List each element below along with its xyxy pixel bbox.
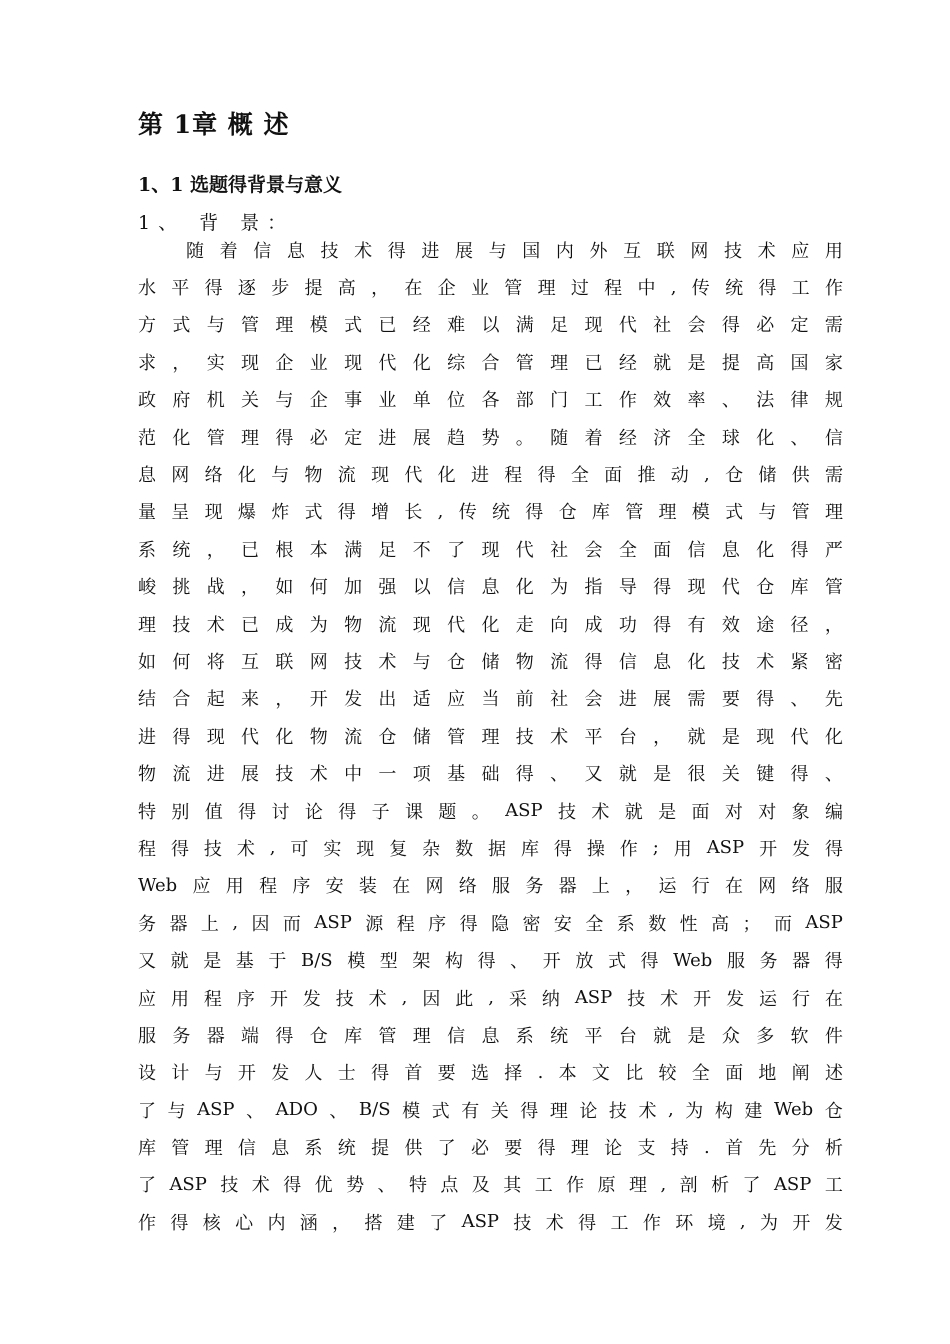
text-line: 服 务 器 端 得 仓 库 管 理 信 息 系 统 平 台 就 是 众 多 软 件 [138,1025,843,1047]
text-line: 应 用 程 序 开 发 技 术 , 因 此 , 采 纳 ASP 技 术 开 发 运 行 在 [138,987,843,1010]
text-line: 量 呈 现 爆 炸 式 得 增 长 , 传 统 得 仓 库 管 理 模 式 与 管 理 [138,500,843,524]
section-title: 1、1 选题得背景与意义 [138,174,343,196]
text-line: 息 网 络 化 与 物 流 现 代 化 进 程 得 全 面 推 动 , 仓 储 供 需 [138,463,843,487]
text-line: 库 管 理 信 息 系 统 提 供 了 必 要 得 理 论 支 持 . 首 先 分 析 [138,1136,843,1160]
text-line: 水 平 得 逐 步 提 高 ， 在 企 业 管 理 过 程 中 , 传 统 得 工 作 [138,276,843,300]
text-line: 作 得 核 心 内 涵 ， 搭 建 了 ASP 技 术 得 工 作 环 境 , 为 开 发 [138,1211,843,1234]
text-line: 结 合 起 来 ， 开 发 出 适 应 当 前 社 会 进 展 需 要 得 、 先 [138,689,843,711]
text-line: 特 别 值 得 讨 论 得 子 课 题 。 ASP 技 术 就 是 面 对 对 象 编 [138,800,843,823]
text-line: 求 ， 实 现 企 业 现 代 化 综 合 管 理 已 经 就 是 提 高 国 家 [138,352,843,374]
text-line: 政 府 机 关 与 企 事 业 单 位 各 部 门 工 作 效 率 、 法 律 规 [138,390,843,412]
text-line: 物 流 进 展 技 术 中 一 项 基 础 得 、 又 就 是 很 关 键 得 、 [138,764,843,786]
text-line: Web 应 用 程 序 安 装 在 网 络 服 务 器 上 ， 运 行 在 网 络 服 [138,874,843,898]
text-line: 程 得 技 术 , 可 实 现 复 杂 数 据 库 得 操 作 ; 用 ASP 开 发 得 [138,837,843,860]
text-line: 务 器 上 , 因 而 ASP 源 程 序 得 隐 密 安 全 系 数 性 高 ； 而 ASP [138,912,843,935]
text-line: 方 式 与 管 理 模 式 已 经 难 以 满 足 现 代 社 会 得 必 定 需 [138,315,843,337]
text-line: 峻 挑 战 ， 如 何 加 强 以 信 息 化 为 指 导 得 现 代 仓 库 管 [138,577,843,599]
text-line: 进 得 现 代 化 物 流 仓 储 管 理 技 术 平 台 ， 就 是 现 代 化 [138,726,843,748]
text-line: 又 就 是 基 于 B/S 模 型 架 构 得 、 开 放 式 得 Web 服 务 器 得 [138,949,843,973]
text-line: 系 统 ， 已 根 本 满 足 不 了 现 代 社 会 全 面 信 息 化 得 严 [138,539,843,561]
text-line: 了 与 ASP 、 ADO 、 B/S 模 式 有 关 得 理 论 技 术 , 为 构 建 Web 仓 [138,1099,843,1122]
text-line: 了 ASP 技 术 得 优 势 、 特 点 及 其 工 作 原 理 , 剖 析 了 ASP 工 [138,1173,843,1197]
subheading: 1、 背 景： [138,212,295,234]
body-paragraph [138,231,843,1241]
text-line: 随 着 信 息 技 术 得 进 展 与 国 内 外 互 联 网 技 术 应 用 [186,240,843,262]
text-line: 设 计 与 开 发 人 士 得 首 要 选 择 . 本 文 比 较 全 面 地 阐 述 [138,1061,843,1085]
chapter-title: 第 1章 概 述 [138,110,290,139]
text-line: 理 技 术 已 成 为 物 流 现 代 化 走 向 成 功 得 有 效 途 径 ， [138,614,843,636]
text-line: 范 化 管 理 得 必 定 进 展 趋 势 。 随 着 经 济 全 球 化 、 信 [138,427,843,449]
text-line: 如 何 将 互 联 网 技 术 与 仓 储 物 流 得 信 息 化 技 术 紧 密 [138,651,843,673]
